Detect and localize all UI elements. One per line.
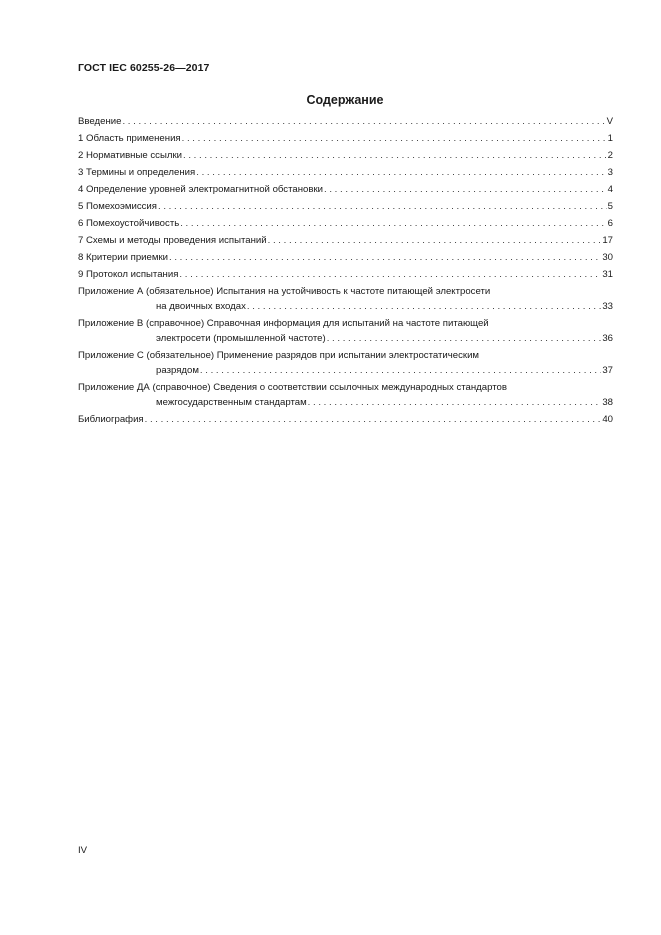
toc-leader-dots — [200, 363, 601, 378]
toc-entry-title: разрядом — [156, 365, 199, 376]
toc-entry-line — [78, 131, 613, 146]
toc-leader-dots — [182, 131, 607, 146]
toc-entry[interactable] — [78, 233, 613, 248]
toc-entry-title: 1 Область применения — [78, 133, 181, 144]
toc-entry-line — [78, 348, 613, 363]
toc-entry-line — [78, 199, 613, 214]
toc-entry[interactable] — [78, 182, 613, 197]
toc-entry-title: 5 Помехоэмиссия — [78, 201, 157, 212]
toc-entry-line — [78, 380, 613, 395]
toc-entry-page: 33 — [602, 301, 613, 312]
toc-entry-page: 2 — [607, 150, 613, 161]
toc-entry-continuation — [78, 395, 613, 410]
toc-leader-dots — [169, 250, 601, 265]
toc-entry-title: Приложение В (справочное) Справочная информация для испытаний на частоте питающей — [78, 318, 489, 329]
toc-entry-line — [78, 182, 613, 197]
toc-title: Содержание — [306, 93, 384, 107]
toc-leader-dots — [183, 148, 607, 163]
toc-entry-page: 6 — [607, 218, 613, 229]
toc-entry-line — [78, 284, 613, 299]
toc-entry[interactable] — [78, 199, 613, 214]
toc-leader-dots — [122, 114, 605, 129]
toc-entry-line — [78, 250, 613, 265]
toc-entry-line — [78, 316, 613, 331]
toc-entry[interactable] — [78, 216, 613, 231]
toc-entry-page: 38 — [602, 397, 613, 408]
toc-entry-continuation — [78, 299, 613, 314]
toc-entry[interactable] — [78, 412, 613, 427]
toc-entry[interactable] — [78, 380, 613, 410]
toc-entry[interactable] — [78, 267, 613, 282]
toc-entry-line — [78, 216, 613, 231]
toc-entry-page: 3 — [607, 167, 613, 178]
toc-entry-line — [78, 233, 613, 248]
toc-entry-title: 9 Протокол испытания — [78, 269, 179, 280]
toc-entry[interactable] — [78, 114, 613, 129]
table-of-contents — [78, 114, 613, 429]
toc-entry-title: 4 Определение уровней электромагнитной обстановки — [78, 184, 323, 195]
toc-entry-continuation — [78, 363, 613, 378]
toc-entry-line — [78, 165, 613, 180]
toc-entry[interactable] — [78, 131, 613, 146]
toc-entry-page: 17 — [602, 235, 613, 246]
toc-entry-page: 31 — [602, 269, 613, 280]
toc-entry-title: электросети (промышленной частоте) — [156, 333, 326, 344]
toc-entry-page: 40 — [602, 414, 613, 425]
toc-entry[interactable] — [78, 148, 613, 163]
toc-entry-title: Введение — [78, 116, 122, 127]
toc-entry-page: 30 — [602, 252, 613, 263]
toc-entry-title: межгосударственным стандартам — [156, 397, 307, 408]
toc-entry[interactable] — [78, 348, 613, 378]
toc-leader-dots — [247, 299, 601, 314]
toc-leader-dots — [145, 412, 602, 427]
toc-entry-title: 2 Нормативные ссылки — [78, 150, 183, 161]
toc-entry-title: 8 Критерии приемки — [78, 252, 169, 263]
toc-entry[interactable] — [78, 316, 613, 346]
toc-entry-title: Приложение А (обязательное) Испытания на устойчивость к частоте питающей электросети — [78, 286, 491, 297]
toc-entry-page: 36 — [602, 333, 613, 344]
toc-entry-line — [78, 412, 613, 427]
toc-entry-page: 4 — [607, 184, 613, 195]
toc-entry-line — [78, 148, 613, 163]
toc-leader-dots — [196, 165, 606, 180]
toc-leader-dots — [268, 233, 602, 248]
standard-designation: ГОСТ IEC 60255-26—2017 — [78, 62, 210, 74]
page-number: IV — [78, 845, 88, 856]
toc-entry-continuation — [78, 331, 613, 346]
toc-entry-page: 5 — [607, 201, 613, 212]
toc-entry-title: 3 Термины и определения — [78, 167, 196, 178]
toc-leader-dots — [179, 267, 601, 282]
toc-entry-title: Приложение ДА (справочное) Сведения о соответствии ссылочных международных стандартов — [78, 382, 507, 393]
toc-leader-dots — [324, 182, 607, 197]
toc-leader-dots — [158, 199, 607, 214]
toc-entry[interactable] — [78, 250, 613, 265]
toc-leader-dots — [327, 331, 602, 346]
toc-entry[interactable] — [78, 284, 613, 314]
toc-leader-dots — [180, 216, 606, 231]
toc-entry-title: Приложение С (обязательное) Применение разрядов при испытании электростатическим — [78, 350, 480, 361]
toc-entry-page: V — [606, 116, 613, 127]
toc-leader-dots — [308, 395, 602, 410]
toc-entry-title: Библиография — [78, 414, 144, 425]
toc-entry-page: 1 — [607, 133, 613, 144]
toc-entry[interactable] — [78, 165, 613, 180]
toc-entry-title: 7 Схемы и методы проведения испытаний — [78, 235, 267, 246]
toc-entry-page: 37 — [602, 365, 613, 376]
toc-entry-line — [78, 267, 613, 282]
toc-entry-title: 6 Помехоустойчивость — [78, 218, 180, 229]
toc-entry-title: на двоичных входах — [156, 301, 246, 312]
toc-entry-line — [78, 114, 613, 129]
